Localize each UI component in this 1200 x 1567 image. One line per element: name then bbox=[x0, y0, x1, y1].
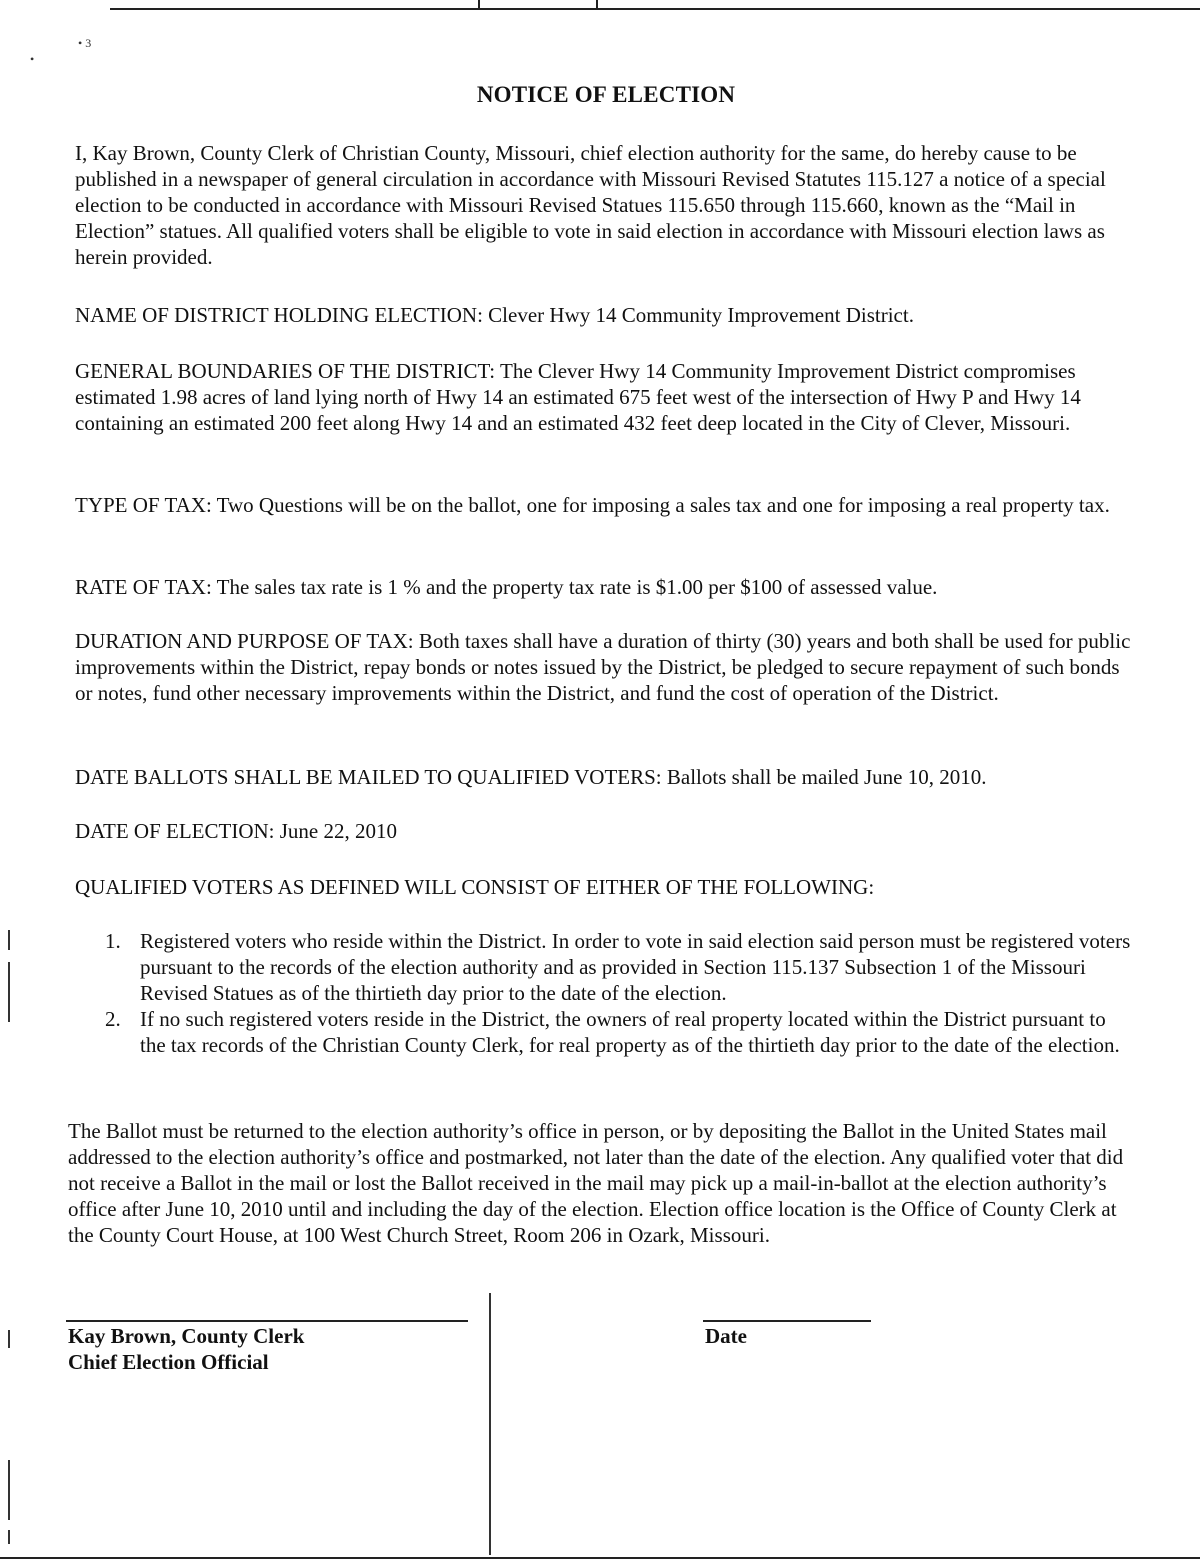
page-title: NOTICE OF ELECTION bbox=[476, 82, 736, 107]
duration-paragraph: DURATION AND PURPOSE OF TAX: Both taxes shall have a duration of thirty (30) years and both shall be used for public improvements within the District, repay bonds or notes issued by the District, be pledged to secure repayment of such bonds or notes, fund other necessary improvements within the District, and fund the cost of operation of the District. bbox=[75, 629, 1131, 705]
intro-paragraph: I, Kay Brown, County Clerk of Christian County, Missouri, chief election authority for the same, do hereby cause to be published in a newspaper of general circulation in accordance with Missouri Revised Statutes 115.127 a notice of a special election to be conducted in accordance with Missouri Revised Statues 115.650 through 115.660, known as the “Mail in Election” statues. All qualified voters shall be eligible to vote in said election in accordance with Missouri election laws as herein provided. bbox=[75, 141, 1106, 269]
scan-speck: • bbox=[30, 52, 35, 66]
qualified-heading: QUALIFIED VOTERS AS DEFINED WILL CONSIST OF EITHER OF THE FOLLOWING: bbox=[75, 875, 875, 899]
date-line bbox=[703, 1320, 871, 1322]
list-item bbox=[105, 1006, 1135, 1058]
mail-date-paragraph: DATE BALLOTS SHALL BE MAILED TO QUALIFIED VOTERS: Ballots shall be mailed June 10, 2010. bbox=[75, 765, 987, 789]
scan-edge-mark bbox=[8, 1460, 10, 1520]
tax-type-paragraph: TYPE OF TAX: Two Questions will be on the ballot, one for imposing a sales tax and one for imposing a real property tax. bbox=[75, 493, 1110, 517]
scan-top-edge bbox=[110, 8, 1200, 10]
ballot-return-paragraph: The Ballot must be returned to the election authority’s office in person, or by depositing the Ballot in the United States mail addressed to the election authority’s office and postmarked, not later than the date of the election. Any qualified voter that did not receive a Ballot in the mail or lost the Ballot received in the mail may pick up a mail-in-ballot at the election authority’s office after June 10, 2010 until and including the day of the election. Election office location is the Office of County Clerk at the County Court House, at 100 West Church Street, Room 206 in Ozark, Missouri. bbox=[68, 1119, 1124, 1247]
list-item-text: Registered voters who reside within the District. In order to vote in said election said person must be registered voters pursuant to the records of the election authority and as provided in Section 115.137 Subsection 1 of the Missouri Revised Statues as of the thirtieth day prior to the date of the election. bbox=[140, 929, 1131, 1005]
date-label: Date bbox=[705, 1324, 747, 1348]
scan-edge-mark bbox=[8, 962, 10, 1022]
scan-edge-mark bbox=[8, 1530, 10, 1544]
list-item bbox=[105, 928, 1135, 1006]
signatory-name: Kay Brown, County Clerk bbox=[68, 1324, 305, 1348]
scan-edge-mark bbox=[8, 1330, 10, 1348]
list-item-number: 1. bbox=[105, 929, 121, 953]
list-item-number: 2. bbox=[105, 1007, 121, 1031]
tax-rate-paragraph: RATE OF TAX: The sales tax rate is 1 % and the property tax rate is $1.00 per $100 of assessed value. bbox=[75, 575, 938, 599]
scan-speck: • 3 bbox=[78, 36, 92, 50]
boundaries-paragraph: GENERAL BOUNDARIES OF THE DISTRICT: The Clever Hwy 14 Community Improvement District compromises estimated 1.98 acres of land lying north of Hwy 14 an estimated 675 feet west of the intersection of Hwy P and Hwy 14 containing an estimated 200 feet along Hwy 14 and an estimated 432 feet deep located in the City of Clever, Missouri. bbox=[75, 359, 1081, 435]
signature-line bbox=[66, 1320, 468, 1322]
district-name-paragraph: NAME OF DISTRICT HOLDING ELECTION: Clever Hwy 14 Community Improvement District. bbox=[75, 303, 914, 327]
qualified-voters-list bbox=[105, 928, 1135, 1058]
scan-tick bbox=[596, 0, 598, 10]
signature-divider bbox=[489, 1293, 491, 1555]
scan-edge-mark bbox=[8, 930, 10, 950]
list-item-text: If no such registered voters reside in the District, the owners of real property located within the District pursuant to the tax records of the Christian County Clerk, for real property as of the thirtieth day prior to the date of the election. bbox=[140, 1007, 1120, 1057]
scan-bottom-edge bbox=[0, 1557, 1200, 1559]
election-date-paragraph: DATE OF ELECTION: June 22, 2010 bbox=[75, 819, 397, 843]
scan-tick bbox=[478, 0, 480, 10]
signatory-title: Chief Election Official bbox=[68, 1350, 269, 1374]
